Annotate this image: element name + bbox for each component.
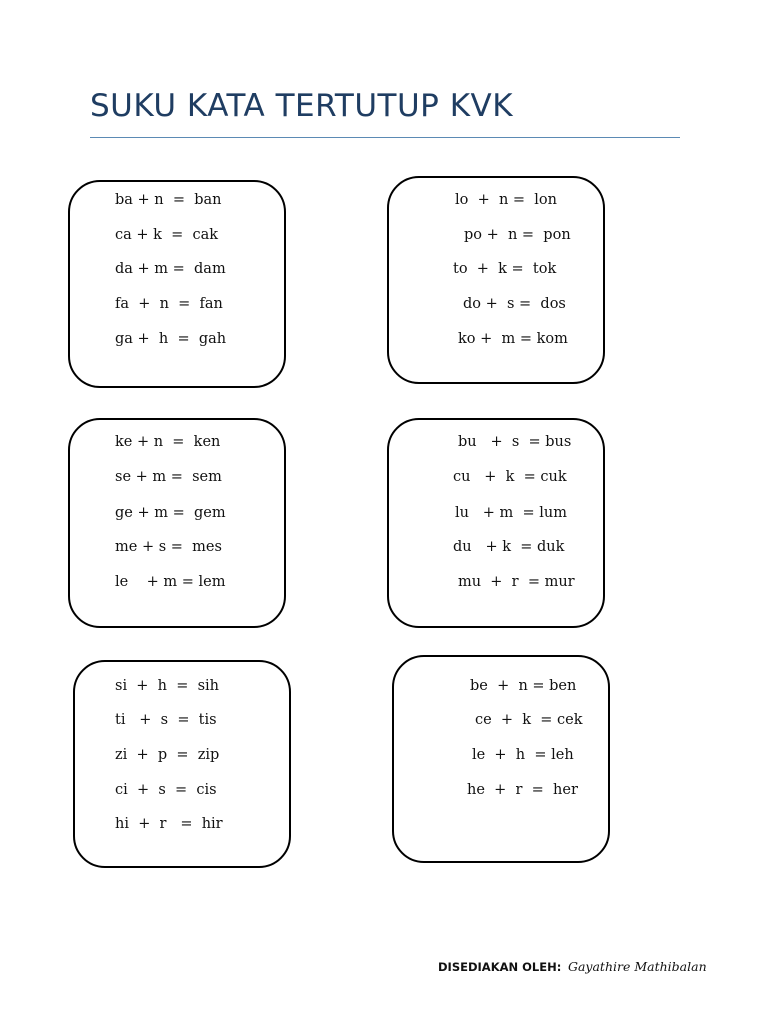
syllable-line: po + n = pon: [464, 227, 571, 243]
syllable-line: le + m = lem: [115, 574, 226, 590]
syllable-line: be + n = ben: [470, 678, 577, 694]
syllable-box-1: [68, 180, 286, 388]
syllable-line: le + h = leh: [472, 747, 574, 763]
syllable-line: to + k = tok: [453, 261, 557, 277]
syllable-line: ke + n = ken: [115, 434, 221, 450]
syllable-line: cu + k = cuk: [453, 469, 567, 485]
syllable-line: ga + h = gah: [115, 331, 227, 347]
syllable-line: da + m = dam: [115, 261, 226, 277]
syllable-line: du + k = duk: [453, 539, 565, 555]
syllable-line: he + r = her: [467, 782, 578, 798]
credit-label: DISEDIAKAN OLEH:: [438, 960, 562, 974]
syllable-line: lu + m = lum: [455, 505, 568, 521]
syllable-line: hi + r = hir: [115, 816, 223, 832]
syllable-line: ge + m = gem: [115, 505, 226, 521]
syllable-line: si + h = sih: [115, 678, 220, 694]
syllable-line: lo + n = lon: [455, 192, 557, 208]
author-credit: [438, 959, 707, 974]
syllable-line: fa + n = fan: [115, 296, 223, 312]
page-title: SUKU KATA TERTUTUP KVK: [90, 88, 514, 124]
syllable-line: ci + s = cis: [115, 782, 217, 798]
syllable-line: do + s = dos: [463, 296, 566, 312]
syllable-line: se + m = sem: [115, 469, 222, 485]
syllable-line: ba + n = ban: [115, 192, 222, 208]
syllable-line: bu + s = bus: [458, 434, 572, 450]
syllable-line: zi + p = zip: [115, 747, 220, 763]
author-name: Gayathire Mathibalan: [567, 959, 707, 974]
syllable-line: mu + r = mur: [458, 574, 575, 590]
syllable-line: ko + m = kom: [458, 331, 568, 347]
title-underline: [90, 137, 680, 138]
syllable-line: ce + k = cek: [475, 712, 583, 728]
syllable-line: ti + s = tis: [115, 712, 217, 728]
syllable-line: me + s = mes: [115, 539, 222, 555]
syllable-line: ca + k = cak: [115, 227, 219, 243]
